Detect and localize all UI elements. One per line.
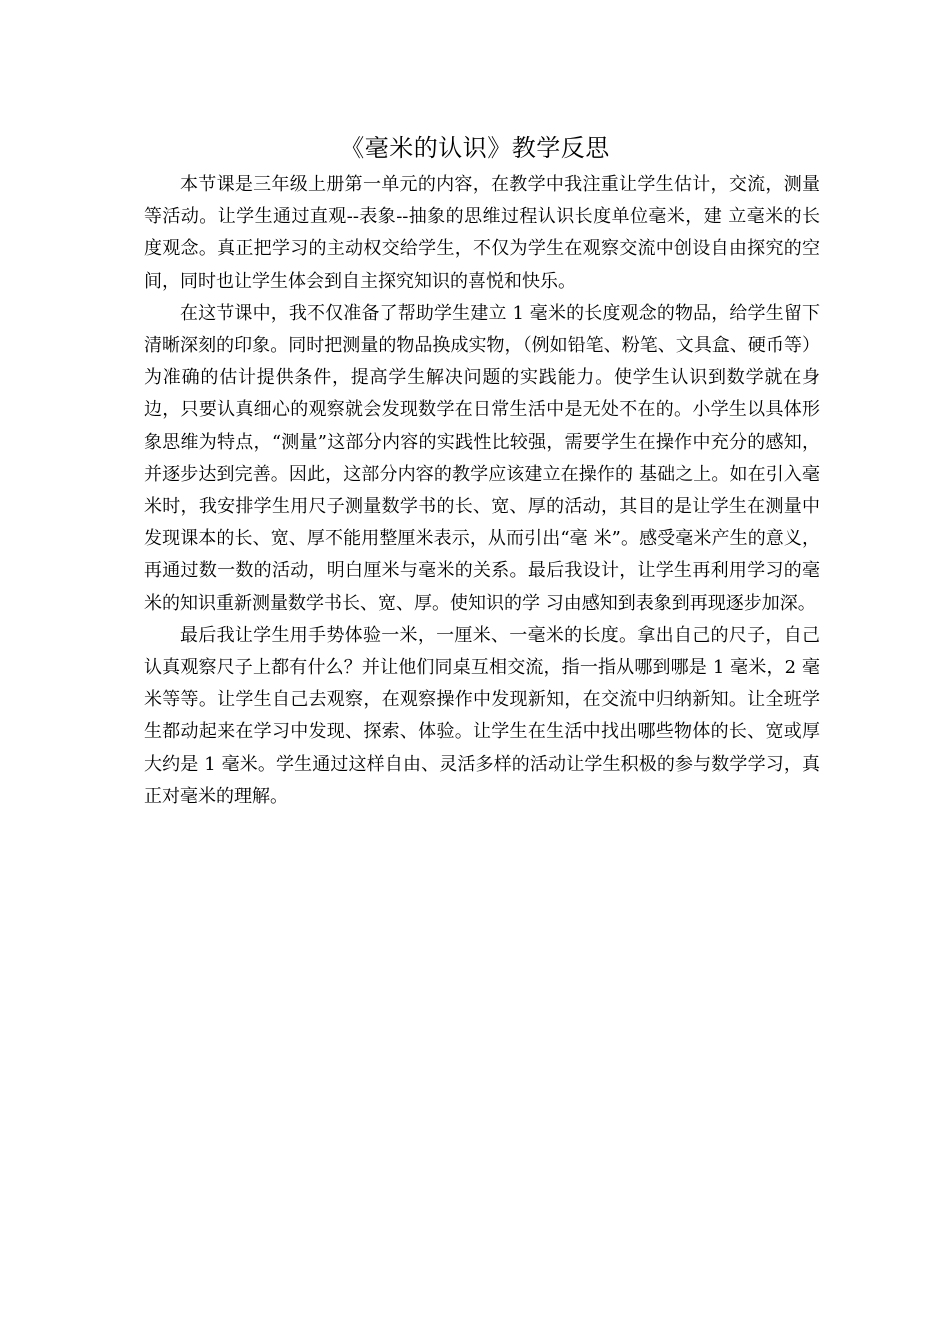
paragraph-1: 本节课是三年级上册第一单元的内容，在教学中我注重让学生估计，交流，测量等活动。让学生通过直观--表象--抽象的思维过程认识长度单位毫米，建 立毫米的长度观念。真正把学习的主动权交给学生，不仅为学生在观察交流中创设自由探究的空间，同时也让学生体会到自主探究知识的喜悦和快乐。 — [144, 174, 820, 292]
document-body — [144, 169, 820, 813]
paragraph-2: 在这节课中，我不仅准备了帮助学生建立 1 毫米的长度观念的物品，给学生留下清晰深刻的印象。同时把测量的物品换成实物，（例如铅笔、粉笔、文具盒、硬币等）为准确的估计提供条件，提高学生解决问题的实践能力。使学生认识到数学就在身边，只要认真细心的观察就会发现数学在日常生活中是无处不在的。小学生以具体形象思维为特点，“测量”这部分内容的实践性比较强，需要学生在操作中充分的感知，并逐步达到完善。因此，这部分内容的教学应该建立在操作的 基础之上。如在引入毫米时，我安排学生用尺子测量数学书的长、宽、厚的活动，其目的是让学生在测量中发现课本的长、宽、厚不能用整厘米表示，从而引出“毫 米”。感受毫米产生的意义，再通过数一数的活动，明白厘米与毫米的关系。最后我设计，让学生再利用学习的毫米的知识重新测量数学书长、宽、厚。使知识的学 习由感知到表象到再现逐步加深。 — [144, 302, 820, 614]
document-title: 《毫米的认识》教学反思 — [340, 134, 610, 162]
paragraph-3: 最后我让学生用手势体验一米，一厘米、一毫米的长度。拿出自己的尺子，自己认真观察尺子上都有什么？并让他们同桌互相交流，指一指从哪到哪是 1 毫米，2 毫米等等。让学生自己去观察，在观察操作中发现新知，在交流中归纳新知。让全班学生都动起来在学习中发现、探索、体验。让学生在生活中找出哪些物体的长、宽或厚大约是 1 毫米。学生通过这样自由、灵活多样的活动让学生积极的参与数学学习，真正对毫米的理解。 — [144, 624, 820, 807]
